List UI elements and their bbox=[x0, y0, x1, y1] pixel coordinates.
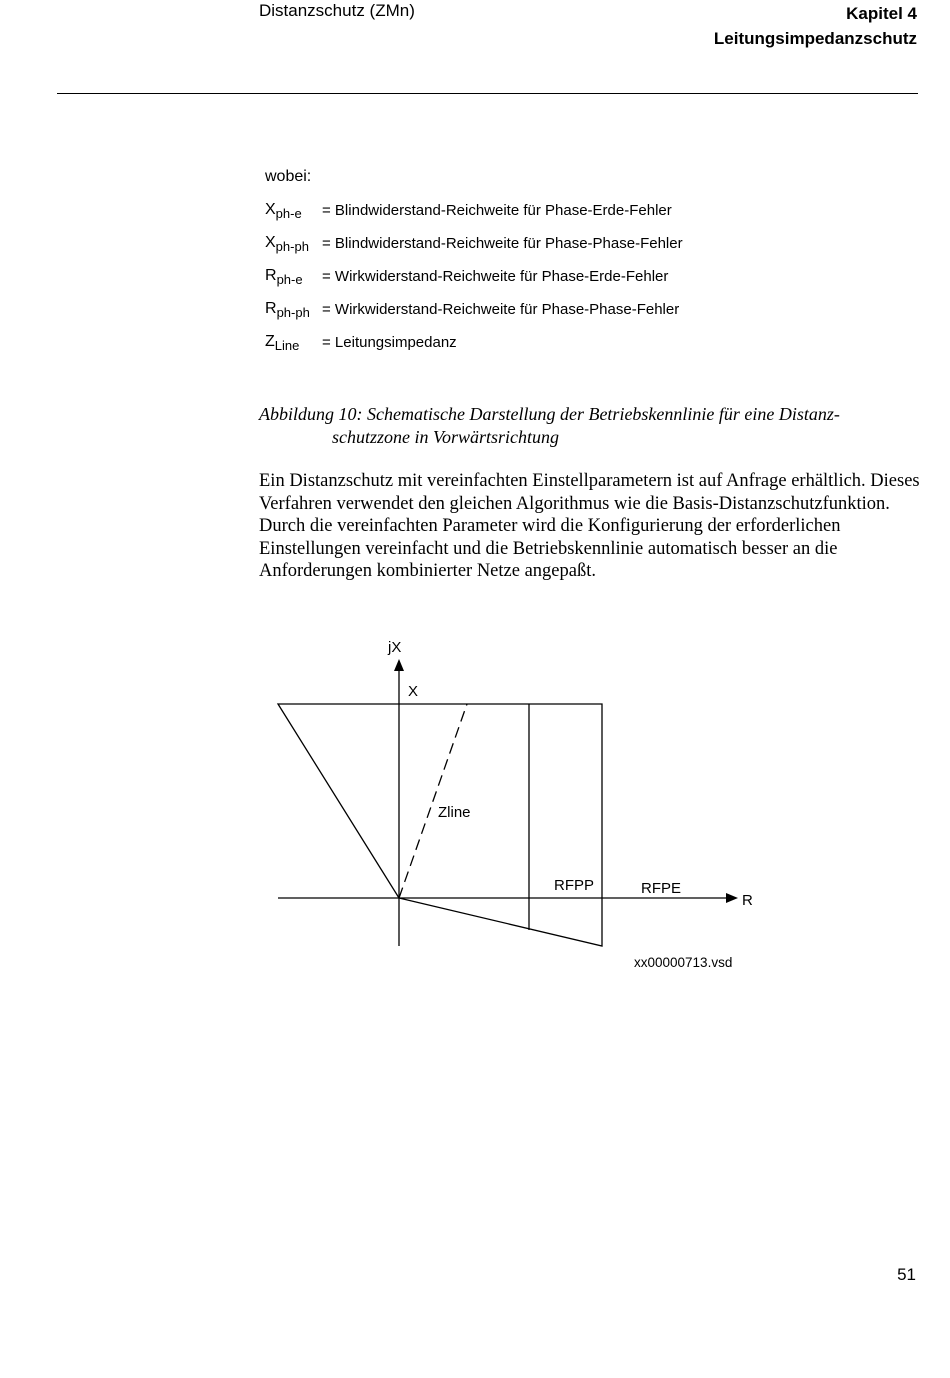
figure-caption-line2: schutzzone in Vorwärtsrichtung bbox=[332, 427, 560, 447]
body-paragraph: Ein Distanzschutz mit vereinfachten Einstellparametern ist auf Anfrage erhältlich. Dieses Verfahren verwendet den gleichen Algorithmus wie die Basis-Distanzschutzfunktion. Durch die vereinfachten Parameter wird die Konfigurierung der erforderlichen Einstellungen vereinfacht und die Betriebskennlinie automatisch besser an die Anforderungen kombinierter Netze angepaßt. bbox=[259, 471, 920, 581]
definition-symbol: $X_{ph-e}$ bbox=[265, 201, 302, 221]
file-label: xx00000713.vsd bbox=[634, 955, 733, 970]
figure-caption-line1: Abbildung 10: Schematische Darstellung der Betriebskennlinie für eine Distanz- bbox=[259, 404, 840, 424]
x-label: X bbox=[408, 683, 419, 700]
header-document-title: Distanzschutz (ZMn) bbox=[259, 1, 415, 20]
zline-label: Zline bbox=[438, 804, 471, 821]
definition-symbol: $R_{ph-e}$ bbox=[265, 267, 303, 287]
header-chapter: Kapitel 4 bbox=[846, 4, 917, 23]
zline-dashed bbox=[399, 704, 467, 898]
definition-text: = Leitungsimpedanz bbox=[322, 334, 457, 351]
page-number: 51 bbox=[897, 1265, 916, 1284]
definition-text: = Blindwiderstand-Reichweite für Phase-Erde-Fehler bbox=[322, 202, 672, 219]
definition-symbol: $X_{ph-ph}$ bbox=[265, 234, 309, 254]
definition-symbol: $R_{ph-ph}$ bbox=[265, 300, 310, 320]
definition-text: = Wirkwiderstand-Reichweite für Phase-Erde-Fehler bbox=[322, 268, 669, 285]
jx-label: jX bbox=[388, 639, 402, 656]
operating-characteristic bbox=[278, 704, 602, 946]
r-label: R bbox=[742, 892, 753, 909]
jx-axis-arrow bbox=[394, 659, 404, 671]
header-section: Leitungsimpedanzschutz bbox=[713, 29, 917, 48]
definitions-intro: wobei: bbox=[265, 168, 312, 185]
definition-text: = Blindwiderstand-Reichweite für Phase-Phase-Fehler bbox=[322, 235, 683, 252]
rfpp-label: RFPP bbox=[554, 877, 595, 894]
rfpe-label: RFPE bbox=[641, 880, 682, 897]
definition-symbol: $Z_{Line}$ bbox=[265, 333, 300, 353]
definition-text: = Wirkwiderstand-Reichweite für Phase-Phase-Fehler bbox=[322, 301, 680, 318]
r-axis-arrow bbox=[726, 893, 738, 903]
